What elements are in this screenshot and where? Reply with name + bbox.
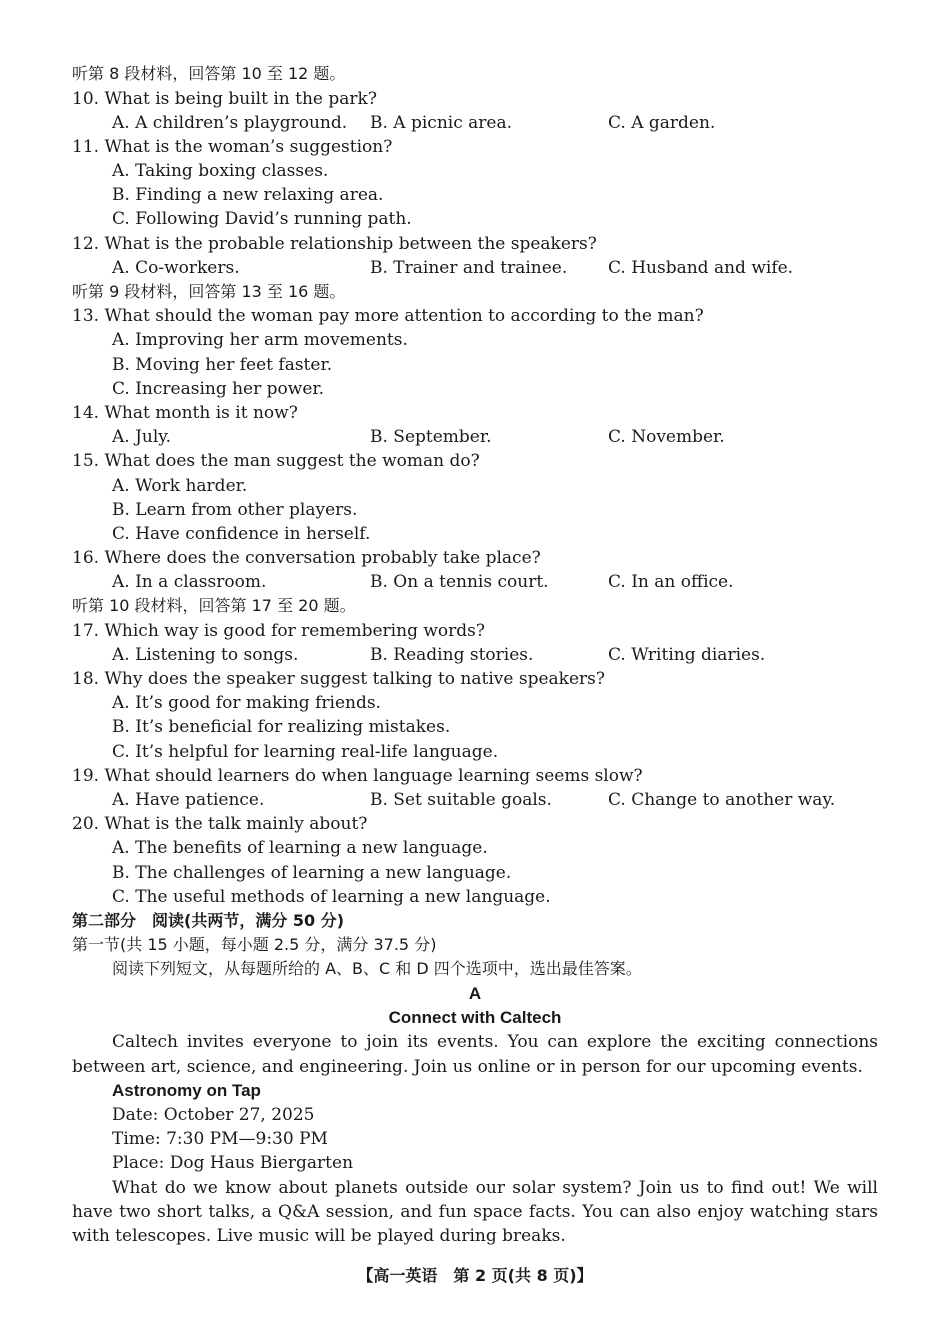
question-20-option-b: B. The challenges of learning a new language. [112, 863, 512, 883]
question-10-stem: 10. What is being built in the park? [72, 89, 377, 109]
option-a: A. July. [112, 427, 172, 447]
paragraph-2-line-2: have two short talks, a Q&A session, and fun space facts. You can also enjoy watching stars [72, 1202, 878, 1222]
question-12-stem: 12. What is the probable relationship between the speakers? [72, 234, 597, 254]
passage-title: Connect with Caltech [388, 1008, 562, 1027]
paragraph-1-line-2: between art, science, and engineering. Join us online or in person for our upcoming events. [72, 1057, 863, 1077]
passage-letter: A [468, 984, 482, 1003]
question-13-stem: 13. What should the woman pay more attention to according to the man? [72, 306, 704, 326]
question-11-option-a: A. Taking boxing classes. [112, 161, 329, 181]
question-17-stem: 17. Which way is good for remembering words? [72, 621, 485, 641]
option-b: B. A picnic area. [370, 113, 512, 133]
paragraph-2-line-1: What do we know about planets outside our solar system? Join us to find out! We will [112, 1178, 878, 1198]
option-b: B. Set suitable goals. [370, 790, 552, 810]
question-19-options [0, 788, 950, 812]
option-a: A. Have patience. [112, 790, 265, 810]
question-18-option-a: A. It’s good for making friends. [112, 693, 381, 713]
question-18-option-c: C. It’s helpful for learning real-life language. [112, 742, 499, 762]
question-18-stem: 18. Why does the speaker suggest talking to native speakers? [72, 669, 605, 689]
option-c: C. Husband and wife. [608, 258, 794, 278]
part-two-heading: 第二部分 阅读(共两节，满分 50 分) [72, 911, 345, 930]
section-intro-9: 听第 9 段材料，回答第 13 至 16 题。 [72, 282, 346, 301]
question-13-option-b: B. Moving her feet faster. [112, 355, 333, 375]
option-a: A. Listening to songs. [112, 645, 299, 665]
question-15-option-b: B. Learn from other players. [112, 500, 358, 520]
event-time: Time: 7:30 PM—9:30 PM [112, 1129, 328, 1149]
option-b: B. Trainer and trainee. [370, 258, 568, 278]
page-footer: 【高一英语 第 2 页(共 8 页)】 [357, 1266, 593, 1285]
option-b: B. Reading stories. [370, 645, 534, 665]
option-b: B. September. [370, 427, 492, 447]
section-intro-8: 听第 8 段材料，回答第 10 至 12 题。 [72, 64, 346, 83]
section-intro-10: 听第 10 段材料，回答第 17 至 20 题。 [72, 596, 356, 615]
section-one-heading: 第一节(共 15 小题，每小题 2.5 分，满分 37.5 分) [72, 935, 437, 954]
question-11-option-b: B. Finding a new relaxing area. [112, 185, 384, 205]
question-14-options [0, 425, 950, 449]
question-20-option-a: A. The benefits of learning a new language. [112, 838, 488, 858]
option-a: A. A children’s playground. [112, 113, 348, 133]
question-20-option-c: C. The useful methods of learning a new language. [112, 887, 551, 907]
question-11-stem: 11. What is the woman’s suggestion? [72, 137, 393, 157]
question-13-option-a: A. Improving her arm movements. [112, 330, 408, 350]
question-20-stem: 20. What is the talk mainly about? [72, 814, 368, 834]
question-15-option-a: A. Work harder. [112, 476, 248, 496]
question-12-options [0, 256, 950, 280]
question-14-stem: 14. What month is it now? [72, 403, 298, 423]
question-16-options [0, 570, 950, 594]
question-19-stem: 19. What should learners do when language learning seems slow? [72, 766, 643, 786]
event-place: Place: Dog Haus Biergarten [112, 1153, 354, 1173]
question-18-option-b: B. It’s beneficial for realizing mistakes. [112, 717, 451, 737]
event-title: Astronomy on Tap [112, 1081, 261, 1100]
paragraph-1-line-1: Caltech invites everyone to join its events. You can explore the exciting connections [112, 1032, 878, 1052]
question-15-stem: 15. What does the man suggest the woman do? [72, 451, 480, 471]
paragraph-2-line-3: with telescopes. Live music will be played during breaks. [72, 1226, 566, 1246]
question-13-option-c: C. Increasing her power. [112, 379, 325, 399]
question-15-option-c: C. Have confidence in herself. [112, 524, 371, 544]
option-c: C. A garden. [608, 113, 716, 133]
question-11-option-c: C. Following David’s running path. [112, 209, 412, 229]
question-10-options [0, 111, 950, 135]
question-16-stem: 16. Where does the conversation probably take place? [72, 548, 541, 568]
option-a: A. Co-workers. [112, 258, 240, 278]
option-c: C. Change to another way. [608, 790, 836, 810]
reading-instructions: 阅读下列短文，从每题所给的 A、B、C 和 D 四个选项中，选出最佳答案。 [112, 959, 642, 978]
option-c: C. Writing diaries. [608, 645, 766, 665]
option-c: C. In an office. [608, 572, 734, 592]
option-c: C. November. [608, 427, 725, 447]
option-a: A. In a classroom. [112, 572, 267, 592]
question-17-options [0, 643, 950, 667]
event-date: Date: October 27, 2025 [112, 1105, 315, 1125]
option-b: B. On a tennis court. [370, 572, 549, 592]
